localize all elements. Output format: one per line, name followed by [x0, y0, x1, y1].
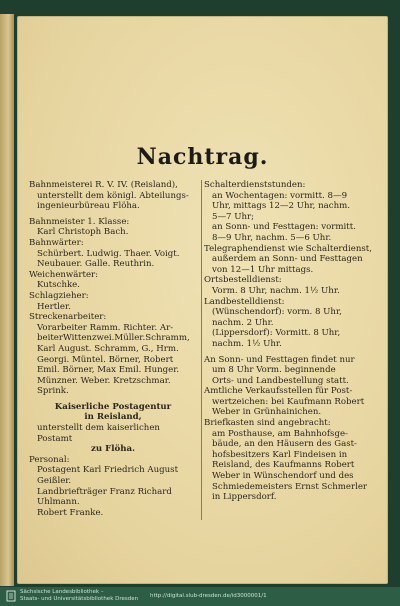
text-line: Bahnmeister 1. Klasse: — [29, 216, 130, 227]
text-line: von 12—1 Uhr mittags. — [212, 264, 314, 275]
right-column — [204, 180, 384, 503]
page-title: Nachtrag. — [136, 144, 269, 170]
text-line: Kaiserliche Postagentur — [54, 401, 172, 412]
text-line: Emil. Börner, Max Emil. Hunger. — [37, 365, 180, 376]
text-line: in Lippersdorf. — [212, 492, 277, 503]
book-spine-edge — [0, 14, 14, 586]
text-line: Schürbert. Ludwig. Thaer. Voigt. — [37, 248, 180, 259]
text-line: Hertler. — [37, 301, 71, 312]
text-line: unterstellt dem königl. Abteilungs- — [37, 190, 189, 201]
text-line: unterstellt dem kaiserlichen Postamt — [37, 423, 160, 444]
text-line: Amtliche Verkaufsstellen für Post- — [204, 386, 353, 397]
text-line: außerdem an Sonn- und Festtagen — [212, 254, 363, 265]
library-logo-icon — [6, 590, 16, 602]
institution-line-1: Sächsische Landesbibliothek – — [20, 589, 104, 595]
text-line: Landbriefträger Franz Richard — [37, 486, 172, 497]
text-line: Weber in Wünschendorf und des — [212, 471, 354, 482]
text-line: Kutschke. — [37, 280, 81, 291]
text-line: Schalterdienststunden: — [204, 180, 306, 190]
text-line: Reisland, des Kaufmanns Robert — [212, 460, 355, 471]
text-line: wertzeichen: bei Kaufmann Robert — [212, 396, 365, 407]
institution-name — [20, 589, 138, 603]
text-line: um 8 Uhr Vorm. beginnende — [212, 365, 336, 376]
text-line: nachm. 1½ Uhr. — [212, 338, 282, 349]
text-line: Neubauer. Galle. Reuthrin. — [37, 259, 155, 270]
text-line: bäude, an den Häusern des Gast- — [212, 439, 357, 450]
text-line: Orts- und Landbestellung statt. — [212, 375, 349, 386]
text-line: an Sonn- und Festtagen: vormitt. — [212, 222, 356, 233]
text-line: (Lippersdorf): Vormitt. 8 Uhr, — [212, 328, 341, 339]
text-line: Schmiedemeisters Ernst Schmerler — [212, 481, 368, 492]
text-line: beiterWittenzwei.Müller.Schramm, — [37, 333, 190, 344]
institution-line-2: Staats- und Universitätsbibliothek Dresden — [20, 596, 139, 602]
footer-bar — [0, 587, 400, 606]
text-line: Schlagzieher: — [29, 290, 89, 301]
text-line: in Reisland, — [84, 412, 142, 423]
text-line: Briefkasten sind angebracht: — [204, 418, 331, 429]
text-line: Münzner. Weber. Kretzschmar. — [37, 375, 171, 386]
text-line: Bahnwärter: — [29, 237, 84, 248]
text-line: Bahnmeisterei R. V. IV. (Reisland), — [29, 180, 178, 190]
text-line: 5—7 Uhr; — [212, 211, 255, 222]
text-line: Uhr, mittags 12—2 Uhr, nachm. — [212, 201, 350, 212]
text-line: Geißler. — [37, 476, 72, 487]
text-line: 8—9 Uhr, nachm. 5—6 Uhr. — [212, 232, 332, 243]
text-line: nachm. 2 Uhr. — [212, 317, 274, 328]
document-url-link[interactable]: http://digital.slub-dresden.de/id3000001/1 — [150, 593, 267, 599]
text-line: An Sonn- und Festtagen findet nur — [204, 354, 355, 365]
text-line: (Wünschendorf): vorm. 8 Uhr, — [212, 307, 342, 318]
text-line: Landbestelldienst: — [204, 296, 285, 307]
text-line: Karl August. Schramm, G., Hrm. — [37, 343, 179, 354]
text-line: am Posthause, am Bahnhofsge- — [212, 428, 348, 439]
text-line: Postagent Karl Friedrich August — [37, 465, 179, 476]
text-line: zu Flöha. — [90, 444, 136, 455]
text-line: Georgi. Müntel. Börner, Robert — [37, 354, 174, 365]
text-line: Vorarbeiter Ramm. Richter. Ar- — [37, 322, 174, 333]
text-line: Ortsbestelldienst: — [204, 275, 282, 286]
text-line: Personal: — [29, 454, 70, 465]
text-line: Uhlmann. — [37, 497, 80, 508]
left-column — [29, 180, 197, 518]
text-line: Telegraphendienst wie Schalterdienst, — [204, 243, 372, 254]
text-line: Karl Christoph Bach. — [37, 227, 129, 238]
text-line: Sprink. — [37, 386, 69, 397]
text-line: Vorm. 8 Uhr, nachm. 1½ Uhr. — [212, 285, 340, 296]
text-line: Weichenwärter: — [29, 269, 99, 280]
text-line: ingenieurbüreau Flöha. — [37, 201, 140, 212]
text-line: hofsbesitzers Karl Findeisen in — [212, 449, 348, 460]
text-line: Weber in Grünhainichen. — [212, 407, 322, 418]
column-divider — [201, 180, 202, 520]
text-line: Streckenarbeiter: — [29, 312, 107, 323]
text-line: Robert Franke. — [37, 507, 104, 518]
text-line: an Wochentagen: vormitt. 8—9 — [212, 190, 348, 201]
